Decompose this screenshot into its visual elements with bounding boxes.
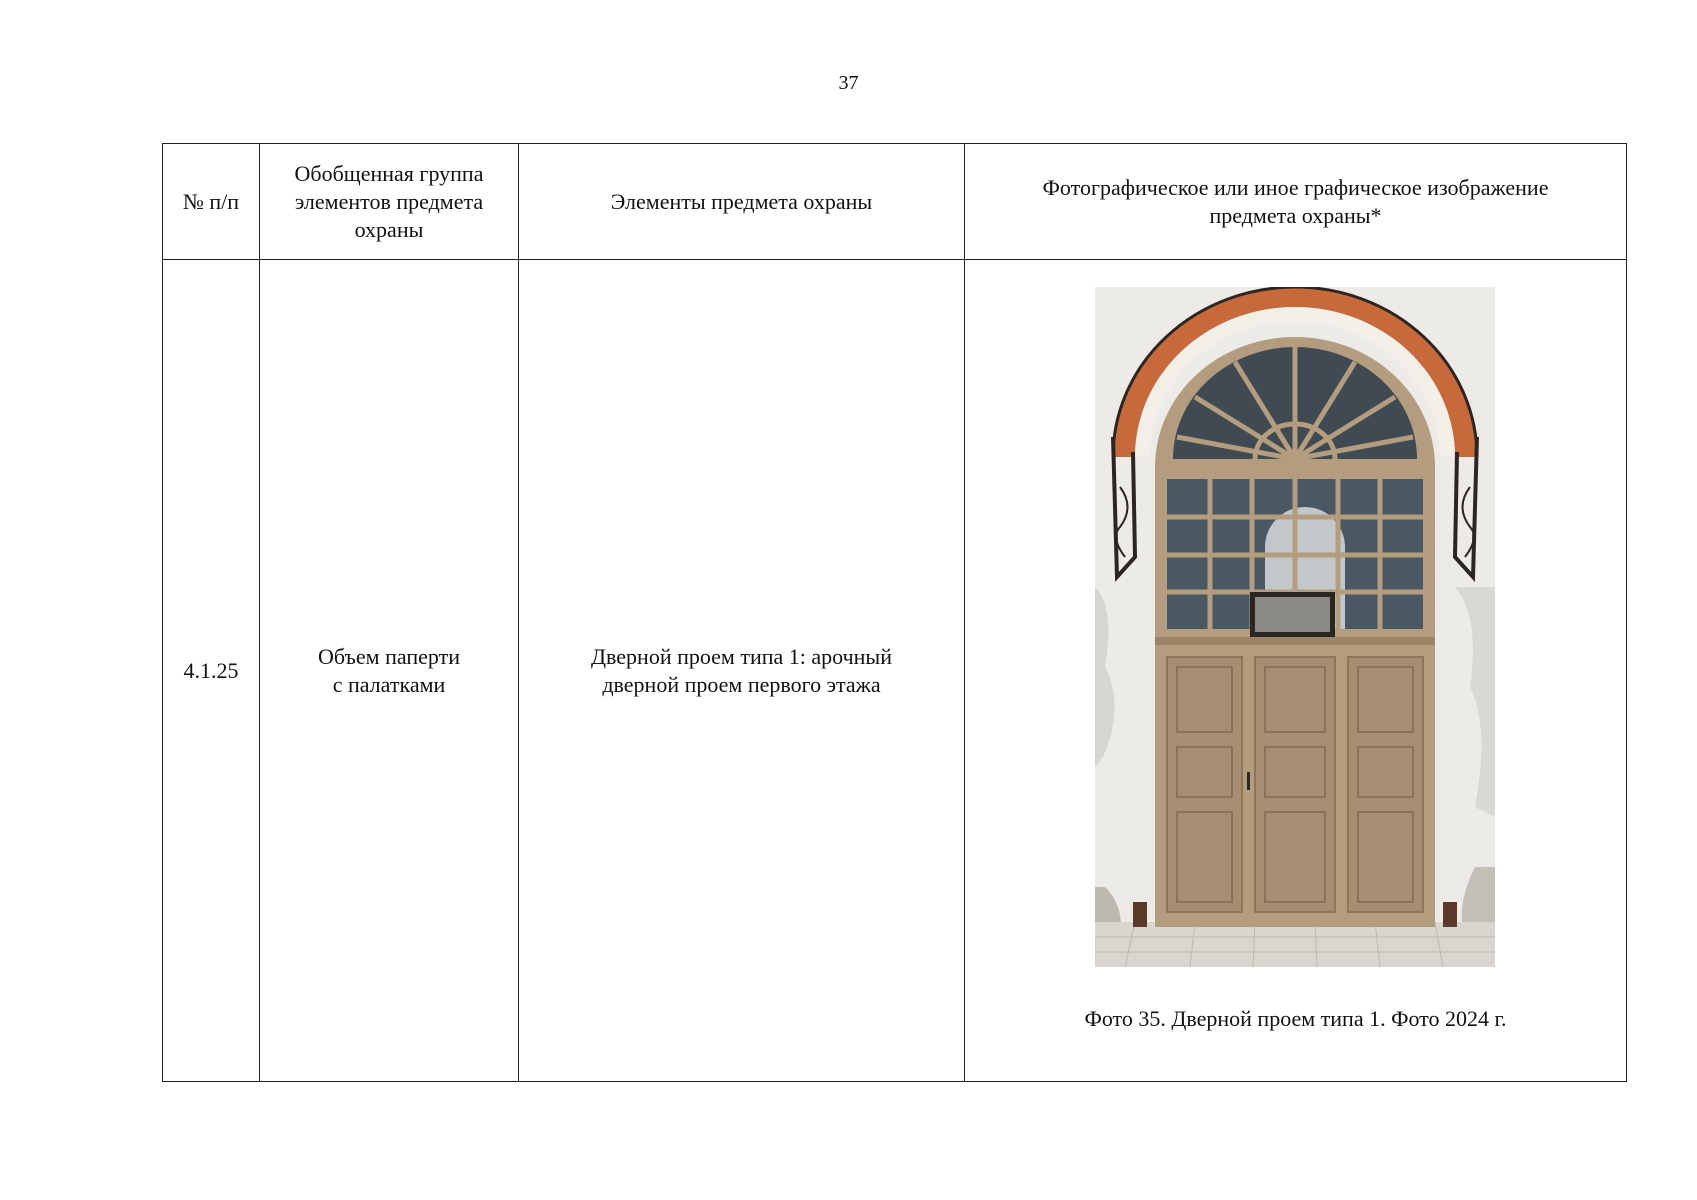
header-elements: Элементы предмета охраны	[519, 144, 965, 260]
row-num: 4.1.25	[163, 260, 260, 1082]
protection-elements-table	[162, 143, 1627, 1082]
page-number: 37	[838, 72, 859, 94]
header-group: Обобщенная группа элементов предмета охраны	[260, 144, 519, 260]
arched-doorway-photo-image	[1095, 287, 1495, 967]
table-row	[163, 260, 1627, 1082]
row-elements: Дверной проем типа 1: арочный дверной проем первого этажа	[519, 260, 965, 1082]
photo-caption: Фото 35. Дверной проем типа 1. Фото 2024 г.	[1084, 1006, 1507, 1031]
row-image-cell	[965, 260, 1627, 1082]
row-group: Объем паперти с палатками	[260, 260, 519, 1082]
table-header-row	[163, 144, 1627, 260]
door-photo	[1095, 287, 1495, 967]
header-num: № п/п	[163, 144, 260, 260]
header-image: Фотографическое или иное графическое изображение предмета охраны*	[965, 144, 1627, 260]
